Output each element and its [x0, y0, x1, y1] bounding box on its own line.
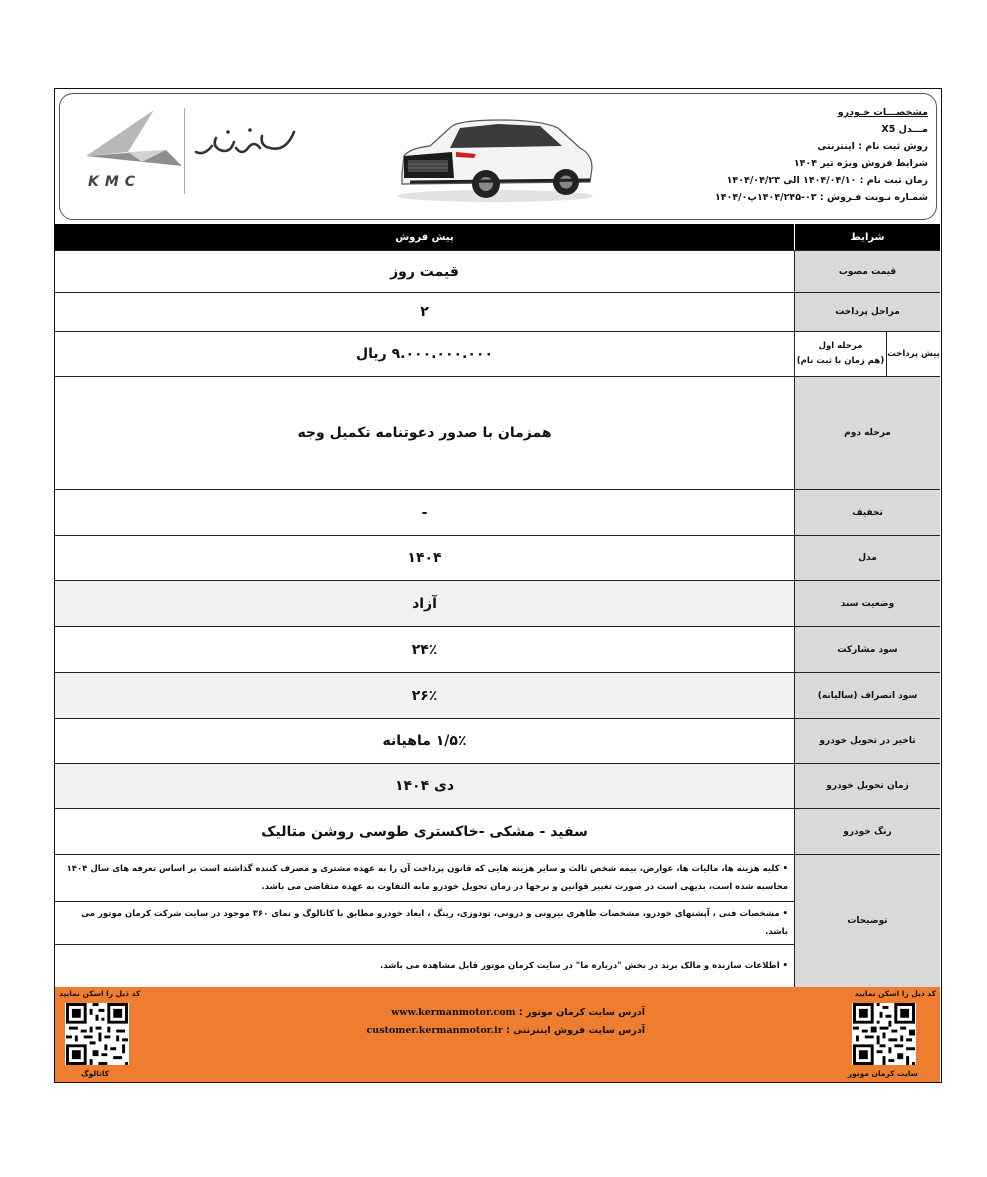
row-value: آزاد: [55, 581, 794, 626]
vehicle-info: [715, 104, 928, 206]
car-image: [390, 112, 600, 204]
row-value: ۱/۵٪ ماهیانه: [382, 733, 467, 749]
sales-url-link[interactable]: customer.kermanmotor.ir: [366, 1025, 503, 1036]
row-label: مدل: [794, 536, 940, 580]
table-row: [55, 764, 940, 809]
prepayment-label: پیش پرداخت: [887, 332, 940, 376]
row-label: سود انصراف (سالیانه): [794, 673, 940, 718]
row-value: ۲: [420, 304, 429, 320]
kmc-logo-icon: [82, 106, 192, 201]
sale-turn-number: شمـاره نـوبت فـروش : ۰۳-۱۴۰۴/۲۴۵پ۱۴۰۴/۰: [714, 192, 928, 203]
row-value: -: [421, 504, 428, 521]
head-value: پیش فروش: [395, 231, 454, 243]
row-label: قیمت مصوب: [794, 251, 940, 292]
row-value: دی ۱۴۰۴: [55, 764, 794, 808]
row-label: مراحل پرداخت: [794, 293, 940, 331]
table-row: [55, 719, 940, 764]
row-label: مرحله دوم: [794, 377, 940, 489]
table-head-row: [55, 224, 940, 251]
table-row: [55, 581, 940, 627]
row-value: همزمان با صدور دعوتنامه تکمیل وجه: [297, 425, 552, 441]
note-item: • مشخصات فنی ، آپشنهای خودرو، مشخصات ظاهری بیرونی و درونی، تودوزی، رینگ ، ابعاد خودرو مطابق با کاتالوگ و نمای ۳۶۰ موجود در سایت شرکت کرمان موتور می باشد.: [55, 902, 794, 945]
registration-time: زمان ثبت نام : ۱۴۰۴/۰۴/۱۰ الی ۱۴۰۴/۰۴/۲۳: [726, 175, 928, 186]
qr-code-icon[interactable]: [852, 1003, 916, 1065]
row-label: تخفیف: [794, 490, 940, 535]
qr-right-caption: کد ذیل را اسکن نمایید: [854, 989, 936, 998]
site-address-label: آدرس سایت کرمان موتور :: [518, 1007, 645, 1018]
head-label: شرایط: [794, 224, 940, 250]
svg-text:KMC: KMC: [88, 174, 142, 190]
row-value: ۹.۰۰۰.۰۰۰.۰۰۰ ریال: [356, 346, 494, 362]
sale-conditions: شرایط فروش ویژه تیر ۱۴۰۴: [793, 158, 928, 169]
qr-right-label: سایت کرمان موتور: [847, 1069, 918, 1078]
sales-address-label: آدرس سایت فروش اینترنتی :: [506, 1025, 645, 1036]
row-value: ۲۴٪: [411, 641, 438, 658]
notes-list: [55, 855, 794, 987]
table-row: [55, 293, 940, 332]
qr-code-icon[interactable]: [65, 1003, 129, 1065]
row-label: سود مشارکت: [794, 627, 940, 672]
brand-name-icon: [190, 122, 300, 162]
qr-left-label: کاتالوگ: [81, 1069, 110, 1078]
table-row: [55, 490, 940, 536]
label-divider: [886, 332, 887, 376]
row-label: رنگ خودرو: [794, 809, 940, 854]
registration-method: روش ثبت نام : اینترنتی: [817, 141, 928, 152]
table-row: [55, 536, 940, 581]
table-row: [55, 673, 940, 719]
notes-row: [55, 855, 940, 987]
table-row: [55, 377, 940, 490]
table-row: [55, 332, 940, 377]
note-item: • کلیه هزینه ها، مالیات ها، عوارض، بیمه شخص ثالث و سایر هزینه هایی که قانون پرداخت آن را به عهده مشتری و مصرف کننده گذاشته است بر اساس تعرفه های سال ۱۴۰۴ محاسبه شده است، بدیهی است در صورت تغییر قوانین و نرخها در زمان تحویل خودرو مابه التفاوت به عهده متقاضی می باشد.: [55, 855, 794, 902]
table-row: [55, 627, 940, 673]
first-stage-label: [795, 332, 886, 376]
row-value: سفید - مشکی -خاکستری طوسی روشن متالیک: [261, 823, 588, 840]
site-address: [391, 1007, 645, 1018]
row-label: وضعیت سند: [794, 581, 940, 626]
note-item: • اطلاعات سازنده و مالک برند در بخش "درباره ما" در سایت کرمان موتور قابل مشاهده می باشد.: [379, 961, 788, 971]
first-stage-title: مرحله اول: [818, 341, 863, 351]
row-value: ۲۶٪: [55, 673, 794, 718]
row-value: ۱۴۰۴: [407, 550, 442, 566]
first-stage-note: (هم زمان با ثبت نام): [796, 356, 885, 366]
row-value: قیمت روز: [390, 263, 459, 280]
model-line: مـــدل X5: [881, 124, 928, 135]
footer: [55, 987, 940, 1082]
row-label: تاخیر در تحویل خودرو: [794, 719, 940, 763]
header-box: [59, 93, 937, 220]
notes-label: توضیحات: [794, 855, 940, 987]
table-row: [55, 251, 940, 293]
row-label: زمان تحویل خودرو: [794, 764, 940, 808]
info-title: مشخصـــات خـودرو: [837, 107, 928, 118]
price-sheet: [54, 88, 942, 1083]
sales-address: [367, 1025, 646, 1036]
row-label: [794, 332, 940, 376]
table-row: [55, 809, 940, 855]
site-url-link[interactable]: www.kermanmotor.com: [391, 1007, 516, 1018]
qr-left-caption: کد ذیل را اسکن نمایید: [59, 989, 141, 998]
